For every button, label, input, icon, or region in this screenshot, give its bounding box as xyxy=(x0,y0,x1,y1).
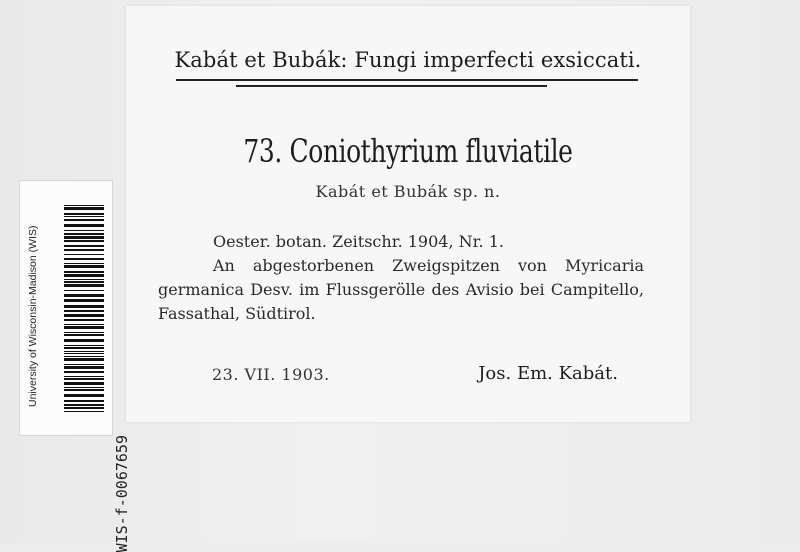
barcode-stripe xyxy=(64,314,104,317)
barcode-stripe xyxy=(64,358,104,361)
barcode-stripe xyxy=(64,216,104,217)
specimen-label xyxy=(126,6,690,422)
barcode-stripe xyxy=(64,294,104,297)
barcode-stripe xyxy=(64,290,104,291)
barcode-stripe xyxy=(64,224,104,227)
barcode-stripe xyxy=(64,205,104,206)
barcode-stripe xyxy=(64,319,104,321)
barcode-stripe xyxy=(64,332,104,333)
barcode-stripe xyxy=(64,310,104,312)
barcode-stripe xyxy=(64,230,104,231)
barcode-stripe xyxy=(64,387,104,388)
barcode-stripe xyxy=(64,353,104,354)
barcode-stripe xyxy=(64,213,104,215)
barcode-label: University of Wisconsin-Madison (WIS) WIS-f-0067659 xyxy=(19,180,113,436)
barcode-stripe xyxy=(64,404,104,406)
barcode-stripe xyxy=(64,371,104,373)
barcode-stripe xyxy=(64,347,104,349)
series-title: Kabát et Bubák: Fungi imperfecti exsiccati. xyxy=(174,48,642,72)
title-rule-upper xyxy=(176,79,638,81)
barcode-stripe xyxy=(64,249,104,251)
barcode-stripe xyxy=(64,394,104,397)
barcode-stripe xyxy=(64,258,104,260)
barcode-stripe xyxy=(64,389,104,391)
barcode-stripe xyxy=(64,382,104,385)
barcode-stripe xyxy=(64,411,104,412)
barcode-stripe xyxy=(64,219,104,221)
barcode-stripe xyxy=(64,284,104,287)
barcode-stripe xyxy=(64,376,104,377)
barcode-stripe xyxy=(64,351,104,352)
barcode-stripe xyxy=(64,339,104,342)
barcode-stripe xyxy=(64,271,104,273)
barcode-stripe xyxy=(64,254,104,255)
habitat-description: An abgestorbenen Zweigspitzen von Myricaria germanica Desv. im Flussgerölle des Avisio bei Campitello, Fassathal, Südtirol. xyxy=(158,256,644,323)
barcode-stripe xyxy=(64,245,104,247)
citation: Oester. botan. Zeitschr. 1904, Nr. 1. xyxy=(213,232,504,251)
barcode-stripe xyxy=(64,207,104,210)
barcode-stripe xyxy=(64,345,104,346)
collector-name: Jos. Em. Kabát. xyxy=(478,363,618,384)
barcode-stripe xyxy=(64,281,104,283)
barcode-bars xyxy=(64,205,104,415)
barcode-stripe xyxy=(64,334,104,336)
barcode-stripe xyxy=(64,263,104,264)
barcode-stripe xyxy=(64,299,104,302)
barcode-stripe xyxy=(64,279,104,280)
barcode-stripe xyxy=(64,305,104,308)
label-body xyxy=(158,230,644,326)
barcode-stripe xyxy=(64,274,104,277)
species-authority: Kabát et Bubák sp. n. xyxy=(315,182,501,201)
barcode-stripe xyxy=(64,236,104,239)
barcode-stripe xyxy=(64,378,104,380)
barcode-stripe xyxy=(64,356,104,357)
barcode-stripe xyxy=(64,240,104,242)
barcode-stripe xyxy=(64,326,104,329)
barcode-stripe xyxy=(64,364,104,365)
collection-date: 23. VII. 1903. xyxy=(212,365,330,384)
barcode-stripe xyxy=(64,324,104,325)
barcode-stripe xyxy=(64,400,104,402)
title-rule-lower xyxy=(236,85,547,87)
barcode-stripe xyxy=(64,233,104,235)
barcode-stripe xyxy=(64,265,104,268)
barcode-stripe xyxy=(64,366,104,369)
species-name: 73. Coniothyrium fluviatile xyxy=(243,132,573,170)
barcode-stripe xyxy=(64,407,104,409)
